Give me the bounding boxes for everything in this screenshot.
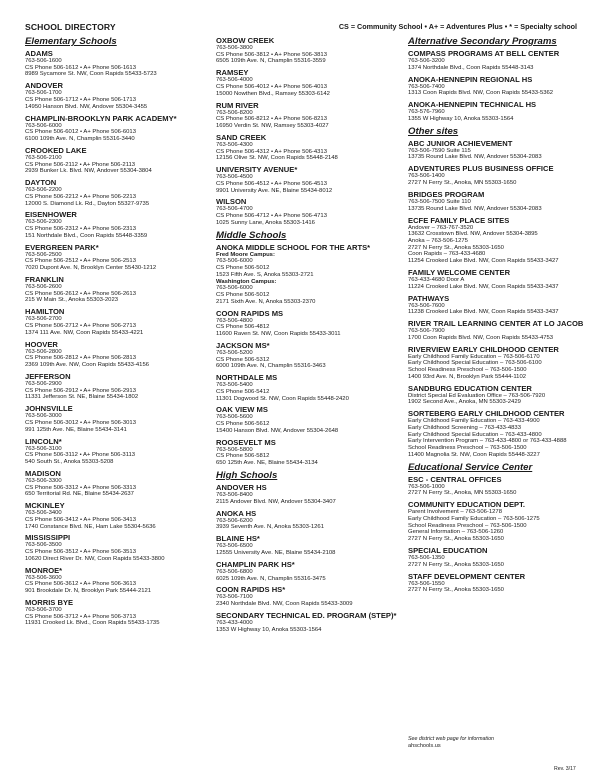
- contact-line: 763-506-5400: [216, 382, 253, 389]
- district-website[interactable]: ahschools.us: [408, 742, 441, 749]
- school-name: JEFFERSON: [25, 371, 71, 381]
- school-name: UNIVERSITY AVENUE*: [216, 165, 298, 175]
- contact-line: 763-506-8400: [216, 492, 253, 499]
- contact-line: 1353 W Highway 10, Anoka 55303-1564: [216, 626, 322, 633]
- contact-line: 763-506-5600: [216, 414, 253, 421]
- school-name: OXBOW CREEK: [216, 36, 275, 45]
- contact-line: 763-506-7100: [216, 594, 253, 601]
- contact-line: 14950 Hanson Blvd. NW, Andover 55304-3455: [25, 103, 148, 110]
- contact-line: 2727 N Ferry St., Anoka 55303-1650: [408, 561, 504, 568]
- contact-line: Anoka – 763-506-1275: [408, 237, 468, 244]
- contact-line: 763-506-6000: [216, 285, 253, 292]
- directory-entry: [408, 546, 580, 568]
- contact-line: 1400 93rd Ave. N, Brooklyn Park 55444-1102: [408, 373, 526, 380]
- directory-entry: [216, 68, 406, 97]
- contact-line: 151 Northdale Blvd., Coon Rapids 55448-3359: [25, 232, 148, 239]
- contact-line: 12156 Olive St. NW, Coon Rapids 55448-2148: [216, 155, 338, 162]
- contact-line: 763-506-8200: [216, 109, 253, 116]
- contact-line: 763-506-2500: [25, 251, 62, 258]
- contact-line: 763-506-3600: [25, 574, 62, 581]
- contact-line: 763-506-4500: [216, 174, 253, 181]
- contact-line: 1523 Fifth Ave. S, Anoka 55303-2721: [216, 271, 314, 278]
- school-name: MCKINLEY: [25, 501, 65, 511]
- contact-line: Early Intervention Program – 763-433-4800 or 763-433-4888: [408, 438, 567, 445]
- contact-line: Coon Rapids – 763-433-4680: [408, 251, 486, 258]
- contact-line: 10620 Direct River Dr. NW, Coon Rapids 55433-3800: [25, 555, 165, 562]
- contact-line: 1355 W Highway 10, Anoka 55303-1564: [408, 115, 514, 122]
- school-name: PATHWAYS: [408, 293, 450, 303]
- contact-line: 1374 Northdale Blvd., Coon Rapids 55448-3143: [408, 64, 534, 71]
- directory-entry: [408, 500, 580, 543]
- contact-line: 2115 Andover Blvd. NW, Andover 55304-3407: [216, 498, 336, 505]
- school-name: ESC - CENTRAL OFFICES: [408, 474, 502, 484]
- directory-entry: [25, 372, 210, 401]
- school-name: BRIDGES PROGRAM: [408, 189, 485, 199]
- contact-line: 650 Territorial Rd. NE, Blaine 55434-2637: [25, 491, 134, 498]
- footer-note: [408, 736, 580, 749]
- school-name: EISENHOWER: [25, 210, 77, 220]
- revision-label: Rev. 3/17: [554, 766, 576, 772]
- contact-line: 763-433-4000: [216, 620, 253, 627]
- contact-line: 763-506-6000: [25, 122, 62, 129]
- directory-entry: [25, 81, 210, 110]
- directory-entry: [408, 75, 580, 97]
- directory-entry: [25, 566, 210, 595]
- contact-line: 763-506-6000: [216, 258, 253, 265]
- contact-line: 1740 Constance Blvd. NE, Ham Lake 55304-5636: [25, 523, 156, 530]
- contact-line: 763-506-2900: [25, 380, 62, 387]
- school-name: COON RAPIDS MS: [216, 308, 284, 318]
- directory-entry: [216, 438, 406, 467]
- school-name: RIVER TRAIL LEARNING CENTER AT LO JACOB: [408, 319, 584, 329]
- contact-line: 763-506-2800: [25, 348, 62, 355]
- elementary-list-continued: [216, 36, 406, 227]
- contact-line: 11931 Crooked Lk. Blvd., Coon Rapids 55433-1735: [25, 620, 160, 627]
- contact-line: 540 South St., Anoka 55303-5208: [25, 458, 114, 465]
- middle-list: [216, 243, 406, 467]
- section-heading-other: Other sites: [408, 125, 459, 137]
- directory-entry: [216, 534, 406, 556]
- contact-line: 13632 Crosstown Blvd. NW, Andover 55304-3895: [408, 231, 538, 238]
- contact-line: 763-506-2200: [25, 187, 62, 194]
- directory-entry: [25, 275, 210, 304]
- directory-entry: [216, 509, 406, 531]
- contact-line: 763-506-1400: [408, 173, 445, 180]
- contact-line: 763-506-6500: [216, 543, 253, 550]
- directory-entry: [408, 164, 580, 186]
- contact-line: CS Phone 506-3512 • A+ Phone 506-3513: [25, 549, 136, 556]
- contact-line: 2727 N Ferry St., Anoka 55303-1650: [408, 244, 504, 251]
- school-name: ANOKA-HENNEPIN TECHNICAL HS: [408, 100, 537, 110]
- contact-line: 2727 N Ferry St., Anoka 55303-1650: [408, 536, 504, 543]
- school-name: SECONDARY TECHNICAL ED. PROGRAM (STEP)*: [216, 611, 397, 621]
- school-name: COMMUNITY EDUCATION DEPT.: [408, 500, 526, 510]
- school-name: DAYTON: [25, 178, 57, 188]
- contact-line: 763-506-7590 Suite 115: [408, 147, 471, 154]
- contact-line: CS Phone 506-4812: [216, 324, 270, 331]
- school-name: ECFE FAMILY PLACE SITES: [408, 215, 510, 225]
- contact-line: 763-506-5200: [216, 349, 253, 356]
- section-heading-service: Educational Service Center: [408, 461, 533, 473]
- contact-line: Early Childhood Family Education – 763-506-6170: [408, 353, 540, 360]
- directory-entry: [216, 36, 406, 65]
- contact-line: 11224 Crooked Lake Blvd. NW, Coon Rapids 55433-3437: [408, 283, 559, 290]
- directory-entry: [216, 483, 406, 505]
- contact-line: 11301 Dogwood St. NW, Coon Rapids 55448-2420: [216, 395, 349, 402]
- contact-line: 763-506-3500: [25, 542, 62, 549]
- contact-line: CS Phone 506-2612 • A+ Phone 506-2613: [25, 290, 136, 297]
- school-name: CHAMPLIN PARK HS*: [216, 559, 295, 569]
- contact-line: 763-506-6200: [216, 517, 253, 524]
- school-name: JOHNSVILLE: [25, 404, 73, 414]
- contact-line: 763-506-1700: [25, 90, 62, 97]
- contact-line: CS Phone 506-5312: [216, 356, 270, 363]
- directory-entry: [25, 114, 210, 143]
- contact-line: 763-506-3400: [25, 510, 62, 517]
- contact-line: 11254 Crooked Lake Blvd. NW, Coon Rapids 55433-3427: [408, 258, 559, 265]
- directory-entry: [216, 585, 406, 607]
- directory-entry: [25, 437, 210, 466]
- contact-line: 12555 University Ave. NE, Blaine 55434-2108: [216, 549, 336, 556]
- contact-line: 763-506-3200: [408, 58, 445, 64]
- contact-line: CS Phone 506-4012 • A+ Phone 506-4013: [216, 84, 327, 90]
- contact-line: 1025 Sunny Lane, Anoka 55303-1416: [216, 219, 315, 226]
- contact-line: Early Childhood Special Education – 763-433-4800: [408, 431, 542, 438]
- contact-line: 763-506-7400: [408, 83, 445, 90]
- other-list: [408, 138, 584, 459]
- contact-line: CS Phone 506-2912 • A+ Phone 506-2913: [25, 387, 136, 394]
- campus-label: Washington Campus:: [216, 278, 277, 285]
- contact-line: 763-506-4800: [216, 317, 253, 324]
- directory-entry: [216, 341, 406, 370]
- contact-line: 6025 109th Ave. N, Champlin 55316-3475: [216, 575, 326, 582]
- contact-line: CS Phone 506-3112 • A+ Phone 506-3113: [25, 452, 136, 459]
- contact-line: CS Phone 506-3612 • A+ Phone 506-3613: [25, 581, 136, 588]
- school-name: SAND CREEK: [216, 132, 267, 142]
- contact-line: CS Phone 506-2112 • A+ Phone 506-2113: [25, 161, 136, 168]
- school-name: ANOKA MIDDLE SCHOOL FOR THE ARTS*: [216, 242, 371, 252]
- column-3: [408, 36, 584, 597]
- contact-line: 763-576-7960: [408, 109, 445, 116]
- contact-line: CS Phone 506-2812 • A+ Phone 506-2813: [25, 355, 136, 362]
- section-heading-elementary: Elementary Schools: [25, 36, 117, 47]
- contact-line: 13735 Round Lake Blvd. NW, Andover 55304-2083: [408, 205, 542, 212]
- contact-line: CS Phone 506-1612 • A+ Phone 506-1613: [25, 64, 136, 71]
- contact-line: 6000 109th Ave. N, Champlin 55316-3463: [216, 363, 326, 370]
- contact-line: 11400 Magnolia St. NW, Coon Rapids 55448-3227: [408, 451, 540, 458]
- contact-line: 215 W Main St., Anoka 55303-2023: [25, 297, 119, 304]
- directory-entry: [408, 384, 580, 406]
- contact-line: 1374 111 Ave. NW, Coon Rapids 55433-4221: [25, 329, 144, 336]
- contact-line: 763-506-4300: [216, 141, 253, 148]
- contact-line: CS Phone 506-1712 • A+ Phone 506-1713: [25, 97, 136, 103]
- contact-line: CS Phone 506-3812 • A+ Phone 506-3813: [216, 51, 327, 58]
- contact-line: 763-506-3300: [25, 477, 62, 484]
- school-name: MADISON: [25, 468, 61, 478]
- elementary-list: [25, 49, 210, 627]
- school-name: BLAINE HS*: [216, 534, 260, 544]
- column-2: [216, 36, 406, 637]
- school-name: HAMILTON: [25, 307, 65, 317]
- school-name: SPECIAL EDUCATION: [408, 546, 488, 556]
- directory-entry: [216, 243, 406, 306]
- contact-line: 763-506-1550: [408, 580, 445, 587]
- school-name: ANDOVER HS: [216, 483, 267, 493]
- contact-line: 991 125th Ave. NE, Blaine 55434-3141: [25, 426, 127, 433]
- contact-line: 901 Brookdale Dr. N, Brooklyn Park 55444-2121: [25, 588, 152, 595]
- directory-entry: [216, 133, 406, 162]
- school-name: ANDOVER: [25, 81, 63, 91]
- contact-line: 2369 109th Ave. NW, Coon Rapids 55433-4156: [25, 362, 150, 369]
- contact-line: CS Phone 506-3012 • A+ Phone 506-3013: [25, 419, 136, 426]
- service-list: [408, 475, 580, 594]
- contact-line: 12000 S. Diamond Lk. Rd., Dayton 55327-9735: [25, 200, 150, 207]
- school-name: MONROE*: [25, 565, 63, 575]
- contact-line: CS Phone 506-2212 • A+ Phone 506-2213: [25, 193, 136, 200]
- campus-label: Fred Moore Campus:: [216, 251, 275, 258]
- contact-line: 763-506-4700: [216, 206, 253, 213]
- school-name: CROOKED LAKE: [25, 145, 87, 155]
- directory-entry: [216, 309, 406, 338]
- contact-line: Parent Involvement – 763-506-1278: [408, 509, 502, 516]
- directory-entry: [216, 611, 406, 633]
- high-list: [216, 483, 406, 633]
- contact-line: CS Phone 506-5012: [216, 265, 270, 272]
- contact-line: 763-506-1600: [25, 58, 62, 64]
- school-name: EVERGREEN PARK*: [25, 242, 99, 252]
- contact-line: 11331 Jefferson St. NE, Blaine 55434-1802: [25, 394, 139, 401]
- school-name: JACKSON MS*: [216, 340, 270, 350]
- contact-line: 763-506-1350: [408, 555, 445, 562]
- directory-entry: [408, 475, 580, 497]
- contact-line: Early Childhood Family Education – 763-506-1275: [408, 516, 540, 523]
- school-name: ROOSEVELT MS: [216, 437, 276, 447]
- directory-entry: [216, 165, 406, 194]
- school-name: RIVERVIEW EARLY CHILDHOOD CENTER: [408, 344, 559, 354]
- contact-line: 763-506-7900: [408, 328, 445, 335]
- contact-line: CS Phone 506-3312 • A+ Phone 506-3313: [25, 484, 136, 491]
- directory-entry: [216, 101, 406, 130]
- directory-entry: [408, 319, 584, 341]
- directory-entry: [408, 49, 580, 71]
- school-name: STAFF DEVELOPMENT CENTER: [408, 571, 526, 581]
- contact-line: 16950 Verdin St. NW, Ramsey 55303-4027: [216, 123, 329, 129]
- contact-line: 763-506-2700: [25, 316, 62, 323]
- contact-line: 650 125th Ave. NE, Blaine 55434-3134: [216, 460, 318, 467]
- school-name: ABC JUNIOR ACHIEVEMENT: [408, 138, 513, 148]
- contact-line: 6100 109th Ave. N, Champlin 55316-3440: [25, 136, 135, 142]
- directory-entry: [25, 243, 210, 272]
- section-heading-middle: Middle Schools: [216, 229, 287, 241]
- contact-line: 763-506-6800: [216, 568, 253, 575]
- directory-entry: [408, 190, 580, 212]
- directory-entry: [25, 340, 210, 369]
- contact-line: 763-506-3100: [25, 445, 62, 452]
- directory-entry: [25, 146, 210, 175]
- web-page-note: See district web page for information: [408, 736, 494, 742]
- contact-line: 1700 Coon Rapids Blvd. NW, Coon Rapids 55433-4753: [408, 334, 554, 341]
- contact-line: 1902 Second Ave., Anoka, MN 55303-2429: [408, 399, 521, 406]
- contact-line: CS Phone 506-3712 • A+ Phone 506-3713: [25, 613, 136, 620]
- contact-line: 9901 University Ave. NE, Blaine 55434-8012: [216, 187, 333, 194]
- contact-line: CS Phone 506-3412 • A+ Phone 506-3413: [25, 516, 136, 523]
- contact-line: 2727 N Ferry St., Anoka, MN 55303-1650: [408, 180, 517, 187]
- contact-line: 763-433-4680 Door A: [408, 276, 465, 283]
- contact-line: 11600 Raven St. NW, Coon Rapids 55433-3011: [216, 331, 341, 337]
- contact-line: General Information – 763-506-1260: [408, 529, 504, 536]
- school-name: ANOKA HS: [216, 508, 257, 518]
- directory-entry: [408, 409, 580, 458]
- contact-line: School Readiness Preschool – 763-506-1500: [408, 367, 527, 374]
- contact-line: 15000 Nowthen Blvd., Ramsey 55303-6142: [216, 90, 330, 97]
- directory-entry: [25, 49, 210, 78]
- contact-line: CS Phone 506-8212 • A+ Phone 506-8213: [216, 116, 327, 123]
- school-name: FRANKLIN: [25, 275, 64, 285]
- contact-line: 763-506-3000: [25, 413, 62, 420]
- directory-entry: [216, 373, 406, 402]
- directory-entry: [408, 345, 580, 381]
- section-heading-high: High Schools: [216, 470, 278, 482]
- directory-entry: [25, 210, 210, 239]
- contact-line: CS Phone 506-2712 • A+ Phone 506-2713: [25, 323, 136, 330]
- alternative-list: [408, 49, 580, 123]
- directory-entry: [25, 178, 210, 207]
- directory-entry: [216, 197, 406, 226]
- contact-line: 763-506-4000: [216, 77, 253, 84]
- contact-line: 763-506-5800: [216, 446, 253, 453]
- school-name: ANOKA-HENNEPIN REGIONAL HS: [408, 74, 533, 84]
- contact-line: CS Phone 506-5412: [216, 388, 270, 395]
- contact-line: CS Phone 506-5812: [216, 453, 270, 460]
- directory-entry: [25, 307, 210, 336]
- contact-line: 763-506-1000: [408, 483, 445, 490]
- school-name: RAMSEY: [216, 68, 249, 78]
- directory-entry: [25, 501, 210, 530]
- contact-line: CS Phone 506-4712 • A+ Phone 506-4713: [216, 213, 327, 220]
- contact-line: 8989 Sycamore St. NW, Coon Rapids 55433-5723: [25, 71, 157, 78]
- directory-entry: [25, 404, 210, 433]
- contact-line: 2727 N Ferry St., Anoka, MN 55303-1650: [408, 490, 517, 497]
- school-name: ADVENTURES PLUS BUSINESS OFFICE: [408, 164, 554, 174]
- contact-line: 2340 Northdale Blvd. NW, Coon Rapids 55433-3009: [216, 601, 353, 608]
- school-name: SORTEBERG EARLY CHILDHOOD CENTER: [408, 409, 565, 419]
- school-name: COON RAPIDS HS*: [216, 585, 286, 595]
- contact-line: 2727 N Ferry St., Anoka 55303-1650: [408, 587, 504, 594]
- school-name: OAK VIEW MS: [216, 405, 268, 415]
- contact-line: CS Phone 506-5012: [216, 292, 270, 298]
- contact-line: CS Phone 506-6012 • A+ Phone 506-6013: [25, 129, 136, 136]
- contact-line: 7020 Dupont Ave. N, Brooklyn Center 55430-1212: [25, 265, 157, 272]
- contact-line: CS Phone 506-4312 • A+ Phone 506-4313: [216, 148, 327, 155]
- contact-line: 1313 Coon Rapids Blvd. NW, Coon Rapids 55433-5362: [408, 90, 554, 97]
- contact-line: District Special Ed Evaluation Office – 763-506-7920: [408, 392, 546, 399]
- directory-entry: [408, 139, 580, 161]
- column-1: [25, 36, 210, 630]
- directory-title: SCHOOL DIRECTORY: [25, 22, 116, 32]
- contact-line: 763-506-7500 Suite 110: [408, 198, 471, 205]
- contact-line: 763-506-3800: [216, 45, 253, 51]
- contact-line: CS Phone 506-2312 • A+ Phone 506-2313: [25, 226, 136, 233]
- contact-line: School Readiness Preschool – 763-506-1500: [408, 445, 527, 452]
- directory-entry: [216, 405, 406, 434]
- contact-line: 763-506-2300: [25, 219, 62, 226]
- contact-line: CS Phone 506-4512 • A+ Phone 506-4513: [216, 180, 327, 187]
- directory-entry: [408, 100, 580, 122]
- contact-line: 2171 Sixth Ave. N, Anoka 55303-2370: [216, 298, 316, 305]
- contact-line: 763-506-3700: [25, 607, 62, 614]
- contact-line: Early Childhood Special Education – 763-506-6100: [408, 360, 542, 367]
- directory-entry: [408, 216, 580, 265]
- contact-line: CS Phone 506-2512 • A+ Phone 506-2513: [25, 258, 136, 265]
- contact-line: 3939 Seventh Ave. N, Anoka 55303-1261: [216, 524, 324, 531]
- school-name: FAMILY WELCOME CENTER: [408, 267, 511, 277]
- contact-line: 2939 Bunker Lk. Blvd. NW, Andover 55304-3804: [25, 168, 152, 175]
- contact-line: School Readiness Preschool – 763-506-1500: [408, 522, 527, 529]
- directory-entry: [408, 268, 580, 290]
- contact-line: 763-506-7600: [408, 302, 445, 309]
- directory-header: [25, 22, 577, 34]
- directory-entry: [408, 572, 580, 594]
- contact-line: CS Phone 506-5612: [216, 421, 270, 428]
- abbreviation-legend: CS = Community School • A+ = Adventures Plus • * = Specialty school: [338, 22, 577, 31]
- directory-entry: [25, 469, 210, 498]
- directory-entry: [216, 560, 406, 582]
- school-name: LINCOLN*: [25, 436, 62, 446]
- school-name: ADAMS: [25, 49, 53, 58]
- contact-line: 763-506-2600: [25, 284, 62, 291]
- school-name: CHAMPLIN-BROOKLYN PARK ACADEMY*: [25, 113, 177, 123]
- contact-line: 15400 Hanson Blvd. NW, Andover 55304-2648: [216, 427, 339, 434]
- contact-line: 11238 Crooked Lake Blvd. NW, Coon Rapids 55433-3437: [408, 309, 559, 316]
- contact-line: Early Childhood Family Education – 763-433-4900: [408, 418, 540, 425]
- contact-line: 6505 109th Ave. N, Champlin 55316-3559: [216, 58, 326, 65]
- directory-entry: [25, 533, 210, 562]
- school-name: MISSISSIPPI: [25, 533, 71, 543]
- school-name: RUM RIVER: [216, 100, 259, 110]
- school-name: MORRIS BYE: [25, 598, 74, 608]
- contact-line: Andover – 763-767-3520: [408, 224, 474, 231]
- section-heading-alternative: Alternative Secondary Programs: [408, 36, 557, 47]
- contact-line: 13735 Round Lake Blvd. NW, Andover 55304-2083: [408, 154, 542, 161]
- school-name: COMPASS PROGRAMS AT BELL CENTER: [408, 49, 560, 58]
- directory-entry: [408, 294, 580, 316]
- school-name: NORTHDALE MS: [216, 373, 278, 383]
- school-name: HOOVER: [25, 339, 58, 349]
- contact-line: 763-506-2100: [25, 154, 62, 161]
- directory-entry: [25, 598, 210, 627]
- contact-line: Early Childhood Screening – 763-433-4833: [408, 425, 521, 432]
- school-name: WILSON: [216, 197, 247, 207]
- school-name: SANDBURG EDUCATION CENTER: [408, 383, 532, 393]
